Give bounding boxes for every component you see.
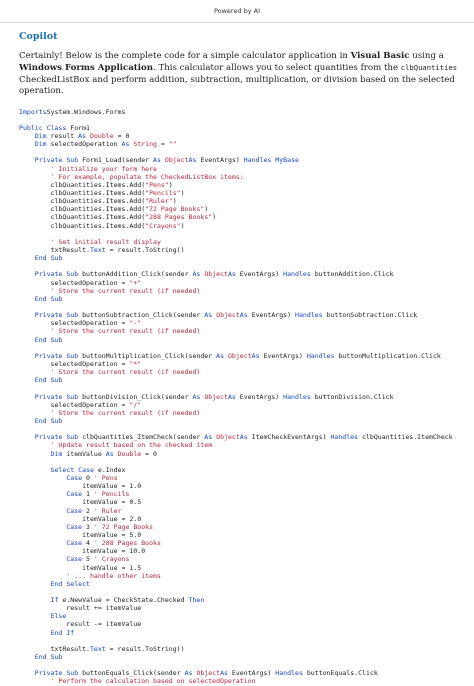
code-token: 3 (82, 522, 94, 531)
code-token (19, 165, 51, 173)
code-token: ) (212, 213, 217, 222)
code-line (19, 254, 474, 262)
code-token: Case (66, 490, 83, 499)
code-line (19, 132, 474, 140)
code-token: Private (34, 669, 63, 678)
code-line (19, 572, 474, 580)
code-token (19, 173, 51, 181)
code-token: clbQuantities.Items.Add( (19, 189, 146, 198)
code-token: "" (168, 140, 177, 149)
code-token: Text (89, 246, 106, 255)
code-token: "72 Page Books" (145, 205, 205, 214)
code-token: MyBase (275, 156, 299, 165)
code-token: "/" (129, 400, 142, 409)
code-line (19, 661, 474, 669)
code-token: Public (19, 123, 43, 132)
code-line (19, 458, 474, 466)
code-token: Object (216, 433, 240, 442)
code-token (19, 254, 35, 262)
code-token: clbQuantities.ItemCheck (358, 433, 453, 442)
code-token: selectedOperation = (19, 319, 130, 328)
code-token: As (204, 433, 213, 442)
code-token: ) (172, 197, 177, 206)
code-token: As (216, 351, 225, 360)
code-line (19, 311, 474, 319)
code-token: "Ruler" (145, 197, 173, 206)
code-token: buttonDivision_Click(sender (78, 392, 193, 401)
code-token: As (78, 132, 87, 141)
code-line (19, 629, 474, 637)
code-token: result += itemValue (19, 604, 142, 613)
code-line (19, 409, 474, 417)
code-token: ) (180, 221, 185, 230)
code-token: Handles (283, 392, 311, 401)
code-token: As (239, 311, 248, 320)
code-token: result (46, 132, 79, 141)
code-token: Dim (50, 449, 63, 458)
code-token (19, 156, 35, 164)
code-token: = 0 (113, 132, 130, 141)
code-token: Case (66, 473, 83, 482)
code-token: selectedOperation = (19, 400, 130, 409)
code-token: itemValue = 10.0 (19, 547, 146, 556)
code-token: e.NewValue = CheckState.Checked (58, 596, 189, 605)
code-token: End (34, 294, 47, 303)
code-token: Sub (66, 270, 79, 279)
code-token: Text (89, 644, 106, 653)
code-line (19, 580, 474, 588)
code-token: Select (50, 465, 75, 474)
code-token (19, 450, 51, 458)
code-token: ' Update result based on the checked item (50, 441, 213, 450)
code-token: itemValue = 1.5 (19, 563, 142, 572)
code-token: Sub (50, 254, 63, 263)
code-token: clbQuantities.Items.Add( (19, 205, 146, 214)
code-token: End (34, 376, 47, 385)
code-line (19, 222, 474, 230)
code-line (19, 360, 474, 368)
code-line (19, 165, 474, 173)
code-token: txtResult. (19, 644, 90, 653)
code-token: Case (66, 555, 83, 564)
code-line (19, 327, 474, 335)
code-block (19, 108, 474, 686)
code-token (19, 270, 35, 278)
code-token: "Crayons" (145, 221, 181, 230)
code-token: As (251, 351, 260, 360)
code-token: ' For example, populate the CheckedListBox items: (50, 172, 244, 181)
code-token: Select (66, 579, 90, 588)
code-token: clbQuantities.Items.Add( (19, 197, 146, 206)
code-token: As (188, 156, 197, 165)
code-line (19, 555, 474, 563)
code-token: Case (66, 539, 83, 548)
code-token: Dim (34, 132, 47, 141)
code-token: Private (34, 311, 63, 320)
code-token: ' Crayons (93, 555, 130, 564)
code-token: clbQuantities.Items.Add( (19, 221, 146, 230)
code-token: Sub (50, 416, 63, 425)
code-token: 1 (82, 490, 94, 499)
code-token: Object (204, 392, 228, 401)
code-token: As (227, 270, 236, 279)
intro-text-4: CheckedListBox and perform addition, subtraction, multiplication, or division based on the selected operation. (19, 74, 455, 97)
code-token: buttonAddition_Click(sender (78, 270, 193, 279)
code-token (19, 612, 51, 620)
code-token (19, 132, 35, 140)
code-token: As (239, 433, 248, 442)
code-token: EventArgs) (196, 156, 244, 165)
code-line (19, 677, 474, 685)
code-token (19, 677, 51, 685)
code-line (19, 352, 474, 360)
code-token: buttonDivision.Click (310, 392, 394, 401)
intro-bold-1: Visual Basic (350, 51, 410, 61)
code-token (19, 580, 51, 588)
code-token (19, 629, 51, 637)
page-title: Copilot (19, 31, 58, 42)
code-token: End (34, 254, 47, 263)
code-line (19, 287, 474, 295)
code-token: ItemCheckEventArgs) (247, 433, 331, 442)
code-line (19, 539, 474, 547)
code-token: = 0 (141, 449, 158, 458)
code-line (19, 417, 474, 425)
code-token: As (204, 311, 213, 320)
code-token: As (192, 270, 201, 279)
code-line (19, 238, 474, 246)
code-line (19, 596, 474, 604)
code-token: Sub (66, 351, 79, 360)
code-token: End (34, 653, 47, 662)
code-token: Private (34, 433, 63, 442)
code-token: As (192, 392, 201, 401)
code-token: Form1 (66, 123, 90, 132)
code-token: Class (46, 123, 67, 132)
code-token: Handles (283, 270, 311, 279)
code-token (19, 474, 66, 482)
code-token: Sub (66, 669, 79, 678)
code-token: If (66, 628, 75, 637)
code-token: End (50, 628, 63, 637)
code-token: ' Store the current result (if needed) (50, 327, 201, 336)
intro-bold-2: Windows Forms Application (19, 63, 154, 74)
code-token: End (34, 335, 47, 344)
code-token: = result.ToString() (105, 644, 185, 653)
code-line (19, 401, 474, 409)
code-line (19, 124, 474, 132)
code-token: Object (204, 270, 228, 279)
code-token (19, 466, 51, 474)
code-line (19, 433, 474, 441)
code-line (19, 490, 474, 498)
code-token (19, 433, 35, 441)
code-token: "Pencils" (145, 189, 181, 198)
code-token: e.Index (93, 465, 126, 474)
code-token: As (121, 140, 130, 149)
code-token (19, 596, 51, 604)
code-line (19, 653, 474, 661)
code-token: selectedOperation (46, 140, 122, 149)
code-token: buttonSubtraction.Click (322, 311, 418, 320)
code-line (19, 189, 474, 197)
code-line (19, 393, 474, 401)
code-token: Sub (66, 156, 79, 165)
code-token: ) (204, 205, 209, 214)
code-token: ' 288 Pages Books (93, 539, 161, 548)
code-token: Sub (50, 335, 63, 344)
code-line (19, 482, 474, 490)
code-line (19, 262, 474, 270)
code-line (19, 669, 474, 677)
code-token: clbQuantities.Items.Add( (19, 213, 146, 222)
code-token: As (184, 669, 193, 678)
code-token (19, 539, 66, 547)
code-token (19, 669, 35, 677)
code-line (19, 197, 474, 205)
code-token (19, 140, 35, 148)
code-token: Case (66, 506, 83, 515)
code-token: itemValue = 2.0 (19, 514, 142, 523)
code-line (19, 588, 474, 596)
code-line (19, 498, 474, 506)
code-line (19, 441, 474, 449)
code-line (19, 116, 474, 124)
code-token: itemValue = 0.5 (19, 498, 142, 507)
code-token: EventArgs) (227, 669, 276, 678)
code-token: As (227, 392, 236, 401)
code-token: As (105, 449, 114, 458)
code-line (19, 547, 474, 555)
code-token (19, 507, 66, 515)
code-token: Object (216, 311, 240, 320)
code-line (19, 515, 474, 523)
code-token: clbQuantities_ItemCheck(sender (78, 433, 205, 442)
code-token (19, 393, 35, 401)
code-token: Sub (50, 653, 63, 662)
code-token: 0 (82, 473, 94, 482)
code-token: End (50, 579, 63, 588)
code-line (19, 205, 474, 213)
code-line (19, 368, 474, 376)
code-token (19, 490, 66, 498)
code-token: ' Store the current result (if needed) (50, 368, 201, 377)
code-token: ' Perform the calculation based on selectedOperation (50, 677, 256, 686)
code-token: Private (34, 392, 63, 401)
code-line (19, 620, 474, 628)
code-line (19, 564, 474, 572)
code-token: Object (164, 156, 189, 165)
code-token (19, 653, 35, 661)
code-token (19, 327, 51, 335)
code-token: Handles (275, 669, 303, 678)
code-token: String (133, 140, 157, 149)
code-token (19, 376, 35, 384)
code-token: Object (196, 669, 221, 678)
code-token (19, 238, 51, 246)
code-token: ' Store the current result (if needed) (50, 408, 201, 417)
code-token (19, 368, 51, 376)
code-token: buttonMultiplication.Click (334, 351, 441, 360)
code-line (19, 246, 474, 254)
code-line (19, 604, 474, 612)
code-token: Sub (66, 311, 79, 320)
code-token: Sub (66, 433, 79, 442)
code-line (19, 319, 474, 327)
code-token: Imports (19, 107, 47, 116)
code-line (19, 466, 474, 474)
code-token: Private (34, 270, 63, 279)
code-token: Handles (306, 351, 335, 360)
intro-text-2: using a (409, 51, 444, 61)
intro-paragraph (19, 51, 464, 98)
code-line (19, 344, 474, 352)
code-token: = result.ToString() (105, 246, 185, 255)
code-token: Then (188, 596, 205, 605)
code-token: Handles (295, 311, 323, 320)
code-token: Object (227, 351, 252, 360)
code-token: = (157, 140, 169, 149)
code-line (19, 303, 474, 311)
code-line (19, 336, 474, 344)
intro-inline-code: clbQuantities (400, 63, 458, 73)
code-token: ' 72 Page Books (93, 522, 154, 531)
code-token: End (34, 416, 47, 425)
code-token (19, 409, 51, 417)
code-token: "+" (129, 278, 142, 287)
intro-text-1: Certainly! Below is the complete code for a simple calculator application in (19, 51, 351, 61)
code-line (19, 181, 474, 189)
code-token: As (153, 156, 161, 165)
code-token: ' Ruler (93, 506, 122, 515)
code-token: Sub (50, 294, 63, 303)
code-token: 4 (82, 539, 94, 548)
code-token: 5 (82, 555, 94, 564)
code-token: System.Windows.Forms (46, 107, 126, 116)
code-token: clbQuantities.Items.Add( (19, 180, 146, 189)
code-token: EventArgs) (247, 311, 295, 320)
code-token: Handles (330, 433, 359, 442)
code-token: ) (168, 180, 173, 189)
code-token: EventArgs) (235, 392, 284, 401)
code-token: itemValue = 5.0 (19, 530, 142, 539)
code-token: Else (50, 612, 67, 621)
code-token: txtResult. (19, 246, 90, 255)
code-token: ' Set initial result display (50, 237, 161, 246)
code-line (19, 507, 474, 515)
code-token (19, 352, 35, 360)
code-token (19, 295, 35, 303)
code-line (19, 376, 474, 384)
code-token (19, 311, 35, 319)
code-line (19, 645, 474, 653)
code-token (19, 572, 66, 580)
code-token: Double (117, 449, 142, 458)
code-token: As (220, 669, 228, 678)
code-token: result -= itemValue (19, 620, 142, 629)
code-token: ) (180, 189, 185, 198)
code-token: "288 Pages Books" (145, 213, 213, 222)
code-token: 2 (82, 506, 94, 515)
code-line (19, 173, 474, 181)
code-token: Case (66, 522, 83, 531)
code-token: ' Initialize your form here (50, 164, 157, 173)
code-token: buttonMultiplication_Click(sender (78, 351, 217, 360)
code-token: buttonEquals.Click (302, 669, 378, 678)
code-token: Form1_Load(sender (78, 156, 154, 165)
code-line (19, 295, 474, 303)
code-token: selectedOperation = (19, 359, 130, 368)
code-token: "-" (129, 319, 142, 328)
code-token: Private (34, 351, 63, 360)
code-token: itemValue (62, 449, 106, 458)
code-token: EventArgs) (235, 270, 284, 279)
code-token: ' ... handle other items (66, 571, 161, 580)
code-line (19, 279, 474, 287)
code-token: Sub (66, 392, 79, 401)
code-token: itemValue = 1.0 (19, 482, 142, 491)
code-token: ' Store the current result (if needed) (50, 286, 201, 295)
code-token: "Pens" (145, 180, 169, 189)
code-line (19, 637, 474, 645)
code-token: Handles (243, 156, 272, 165)
code-token: buttonAddition.Click (310, 270, 394, 279)
code-line (19, 140, 474, 148)
code-token: Sub (50, 376, 63, 385)
code-token: selectedOperation = (19, 278, 130, 287)
code-line (19, 531, 474, 539)
code-line (19, 213, 474, 221)
code-token: Double (90, 132, 114, 141)
code-token: buttonEquals_Click(sender (78, 669, 185, 678)
code-token: "*" (129, 359, 142, 368)
code-line (19, 230, 474, 238)
code-line (19, 108, 474, 116)
code-token: Case (78, 465, 94, 474)
code-line (19, 384, 474, 392)
code-line (19, 612, 474, 620)
code-token (19, 523, 66, 531)
code-line (19, 523, 474, 531)
code-token: EventArgs) (259, 351, 307, 360)
code-token: Private (34, 156, 63, 165)
code-line (19, 156, 474, 164)
code-token (19, 336, 35, 344)
code-line (19, 450, 474, 458)
code-token: If (50, 596, 59, 605)
code-token: Dim (34, 140, 47, 149)
code-line (19, 148, 474, 156)
code-line (19, 474, 474, 482)
code-token: ' Pencils (93, 490, 130, 499)
code-token (19, 287, 51, 295)
code-token: ' Pens (93, 473, 118, 482)
code-token (19, 555, 66, 563)
code-token (19, 417, 35, 425)
code-token (19, 441, 51, 449)
powered-by-header: Powered by AI (0, 0, 474, 23)
code-token: buttonSubtraction_Click(sender (78, 311, 205, 320)
code-line (19, 270, 474, 278)
intro-text-3: . This calculator allows you to select quantities from the (153, 63, 401, 74)
code-line (19, 425, 474, 433)
